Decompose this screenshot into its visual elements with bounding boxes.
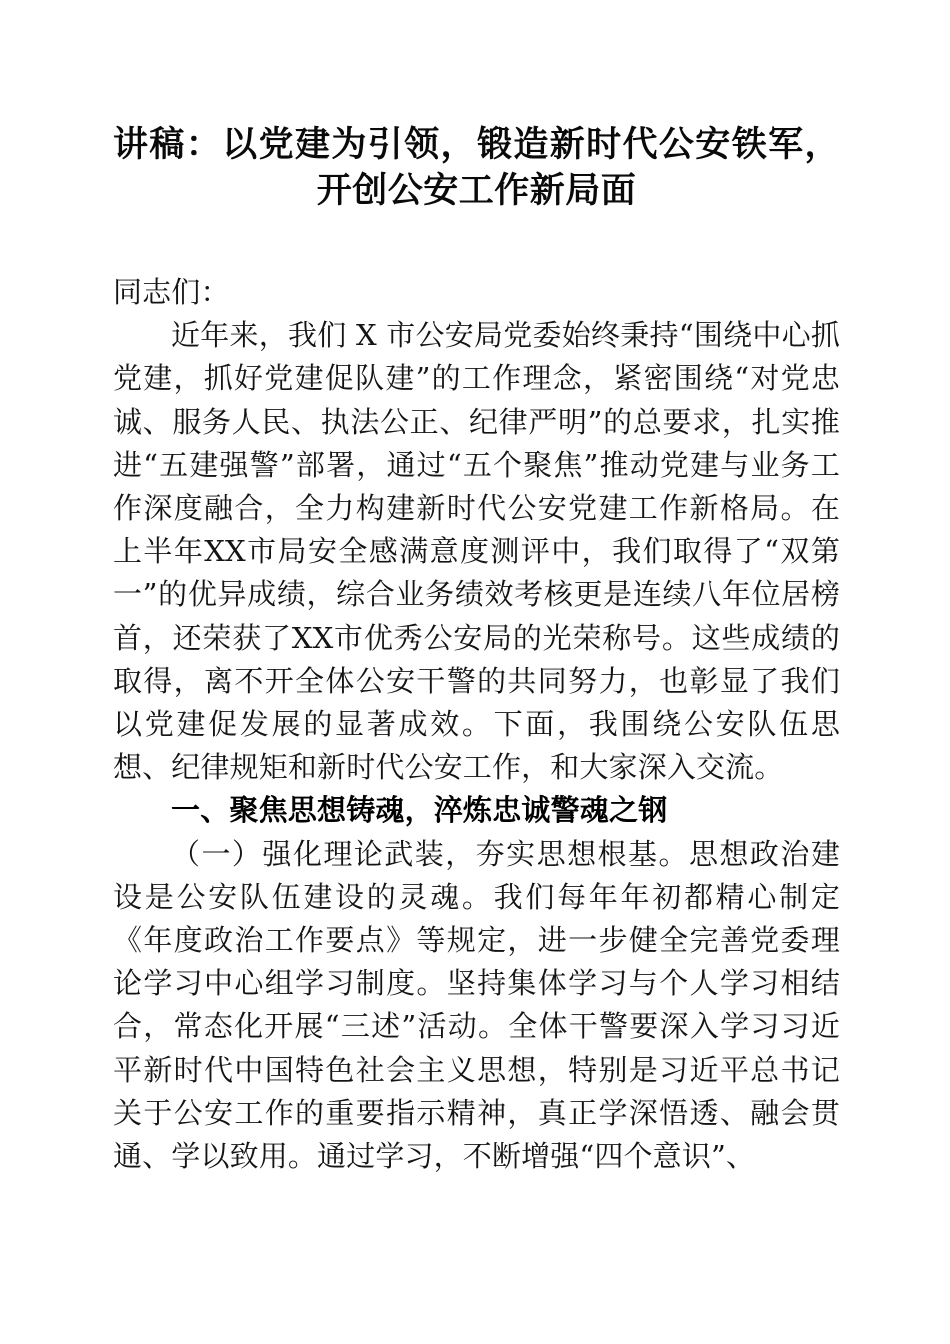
document-content xyxy=(113,122,840,1178)
salutation: 同志们： xyxy=(113,275,230,309)
section-heading-1: 一、聚焦思想铸魂，淬炼忠诚警魂之钢 xyxy=(171,793,668,828)
title-spacer xyxy=(113,214,840,271)
paragraph-subsection-1-1: （一）强化理论武装，夯实思想根基。思想政治建设是公安队伍建设的灵魂。我们每年年初都精心制定《年度政治工作要点》等规定，进一步健全完善党委理论学习中心组学习制度。坚持集体学习与个人学习相结合，常态化开展“三述”活动。全体干警要深入学习习近平新时代中国特色社会主义思想，特别是习近平总书记关于公安工作的重要指示精神，真正学深悟透、融会贯通、学以致用。通过学习，不断增强“四个意识”、 xyxy=(113,836,840,1174)
page-title-line-2: 开创公安工作新局面 xyxy=(316,170,637,211)
page-title xyxy=(113,122,840,214)
paragraph-intro: 近年来，我们 X 市公安局党委始终秉持“围绕中心抓党建，抓好党建促队建”的工作理念，紧密围绕“对党忠诚、服务人民、执法公正、纪律严明”的总要求，扎实推进“五建强警”部署，通过“五个聚焦”推动党建与业务工作深度融合，全力构建新时代公安党建工作新格局。在上半年XX市局安全感满意度测评中，我们取得了“双第一”的优异成绩，综合业务绩效考核更是连续八年位居榜首，还荣获了XX市优秀公安局的光荣称号。这些成绩的取得，离不开全体公安干警的共同努力，也彰显了我们以党建促发展的显著成效。下面，我围绕公安队伍思想、纪律规矩和新时代公安工作，和大家深入交流。 xyxy=(113,318,840,785)
page-title-line-1: 讲稿：以党建为引领，锻造新时代公安铁军， xyxy=(113,124,840,165)
